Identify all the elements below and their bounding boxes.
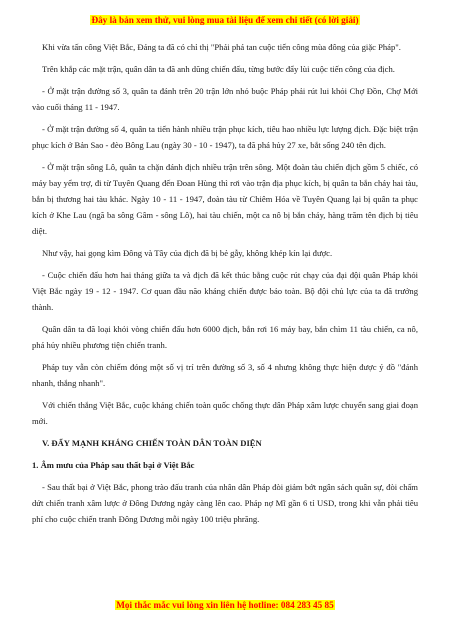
paragraph-1: Khi vừa tấn công Việt Bắc, Đảng ta đã có chỉ thị "Phải phá tan cuộc tiến công mùa đông của giặc Pháp". — [42, 42, 401, 52]
preview-notice-text: Đây là bản xem thử, vui lòng mua tài liệu để xem chi tiết (có lời giải) — [91, 15, 359, 25]
hotline-notice-banner — [0, 600, 450, 611]
document-body — [32, 39, 418, 533]
paragraph-3: - Ở mặt trận đường số 3, quân ta đánh trên 20 trận lớn nhỏ buộc Pháp phải rút lui khỏi Chợ Đồn, Chợ Mới vào cuối tháng 11 - 1947. — [32, 86, 418, 112]
paragraph-final: - Sau thất bại ở Việt Bắc, phong trào đấu tranh của nhân dân Pháp đòi giảm bớt ngân sách quân sự, đòi chấm dứt chiến tranh xâm lược ở Đông Dương ngày càng lên cao. Pháp nợ Mĩ gần 6 tỉ USD, trong khi vẫn phải tiêu phí cho cuộc chiến tranh Đông Dương mỗi ngày 100 triệu phrăng. — [32, 482, 418, 524]
section-heading: V. ĐẨY MẠNH KHÁNG CHIẾN TOÀN DÂN TOÀN DIỆN — [42, 438, 262, 448]
paragraph-8: Quân dân ta đã loại khỏi vòng chiến đấu hơn 6000 địch, bắn rơi 16 máy bay, bắn chìm 11 tàu chiến, ca nô, phá hủy nhiều phương tiện chiến tranh. — [32, 324, 418, 350]
paragraph-10: Với chiến thắng Việt Bắc, cuộc kháng chiến toàn quốc chống thực dân Pháp xâm lược chuyển sang giai đoạn mới. — [32, 400, 418, 426]
paragraph-6: Như vậy, hai gọng kìm Đông và Tây của địch đã bị bẻ gẫy, không khép kín lại được. — [42, 248, 333, 258]
preview-notice-banner — [0, 15, 450, 26]
subsection-heading: 1. Âm mưu của Pháp sau thất bại ở Việt Bắc — [32, 460, 195, 470]
paragraph-2: Trên khắp các mặt trận, quân dân ta đã anh dũng chiến đấu, từng bước đẩy lùi cuộc tiến công của địch. — [42, 64, 395, 74]
paragraph-4: - Ở mặt trận đường số 4, quân ta tiến hành nhiều trận phục kích, tiêu hao nhiều lực lượng địch. Đặc biệt trận phục kích ở Bản Sao - đèo Bông Lau (ngày 30 - 10 - 1947), ta đã phá hủy 27 xe, bắt sống 240 tên địch. — [32, 124, 418, 150]
paragraph-5: - Ở mặt trận sông Lô, quân ta chặn đánh địch nhiều trận trên sông. Một đoàn tàu chiến địch gồm 5 chiếc, có máy bay yểm trợ, đi từ Tuyên Quang đến Đoan Hùng thì rơi vào trận địa phục kích, bị quân ta bắn cháy hai tàu, bắn bị thương hai tàu khác. Ngày 10 - 11 - 1947, đoàn tàu từ Chiêm Hóa về Tuyên Quang lại bị quân ta phục kích ở Khe Lau (ngã ba sông Gâm - sông Lô), hai tàu chiến, một ca nô bị bắn cháy, hàng trăm tên địch bị tiêu diệt. — [32, 162, 418, 236]
paragraph-9: Pháp tuy vẫn còn chiếm đóng một số vị trí trên đường số 3, số 4 nhưng không thực hiện được ý đồ "đánh nhanh, thắng nhanh". — [32, 362, 418, 388]
hotline-notice-text: Mọi thắc mắc vui lòng xin liên hệ hotline: 084 283 45 85 — [116, 600, 334, 610]
paragraph-7: - Cuộc chiến đấu hơn hai tháng giữa ta và địch đã kết thúc bằng cuộc rút chạy của đại đội quân Pháp khỏi Việt Bắc ngày 19 - 12 - 1947. Cơ quan đầu não kháng chiến được bảo toàn. Bộ đội chủ lực của ta đã trưởng thành. — [32, 270, 418, 312]
